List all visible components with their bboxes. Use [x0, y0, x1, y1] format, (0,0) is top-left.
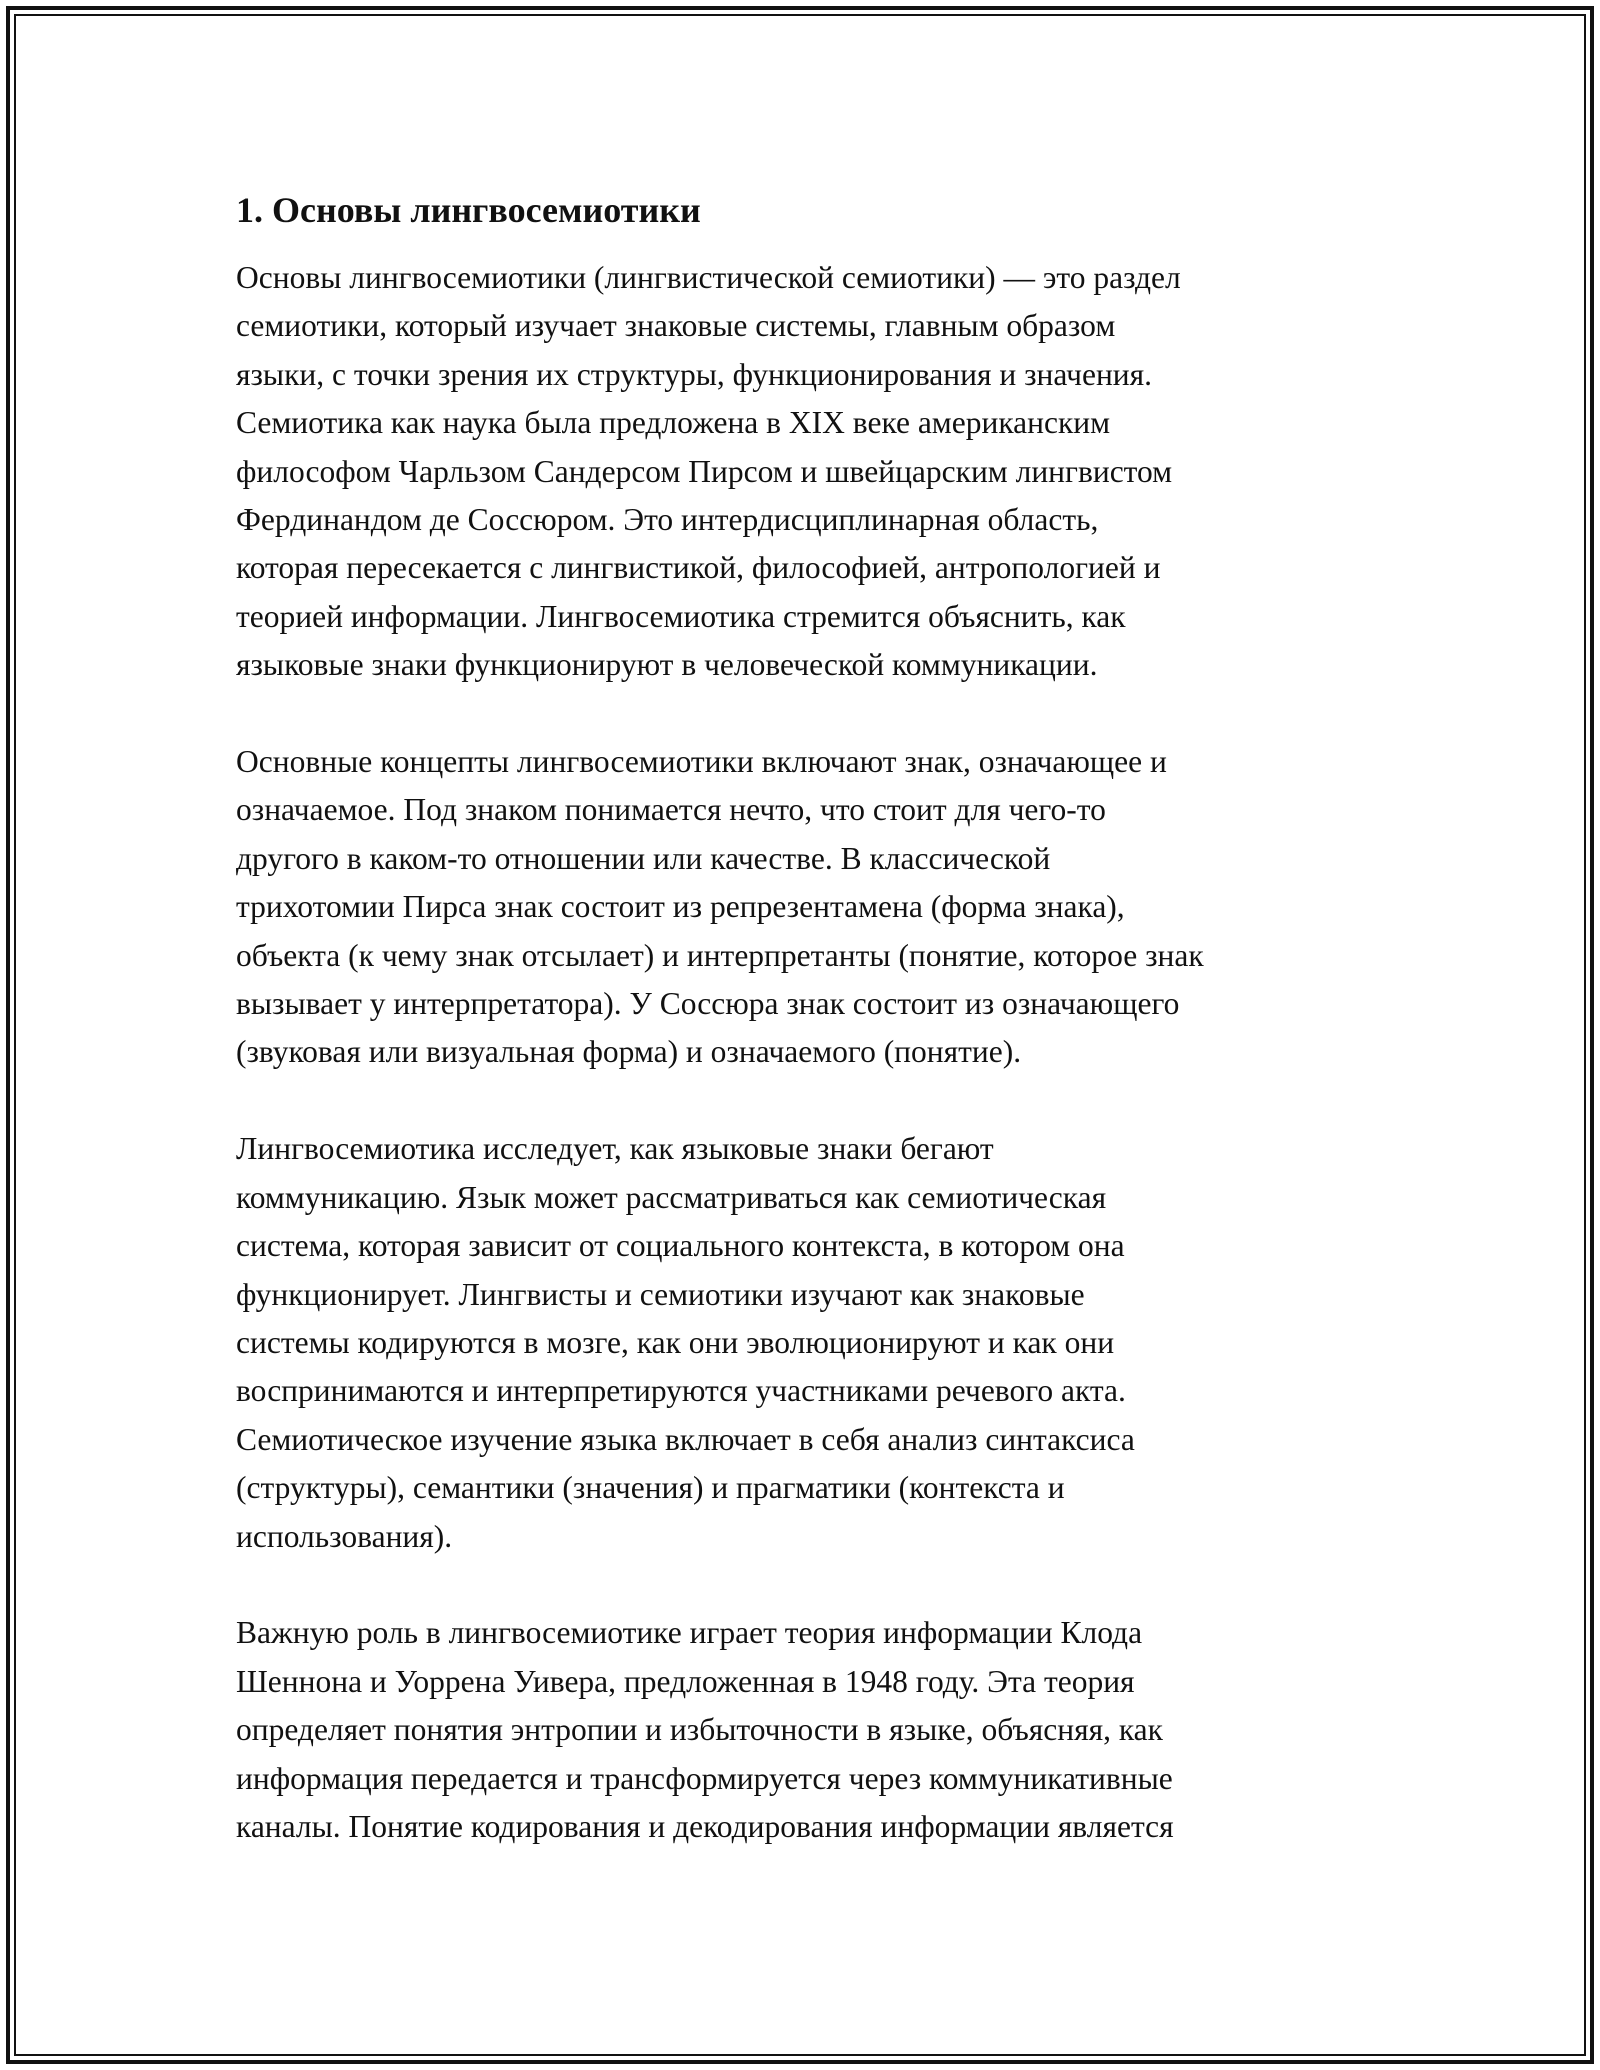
paragraph-information-theory: Важную роль в лингвосемиотике играет теория информации Клода Шеннона и Уоррена Уивера, предложенная в 1948 году. Эта теория определяет понятия энтропии и избыточности в языке, объясняя, как информация передается и трансформируется через коммуникативные каналы. Понятие кодирования и декодирования информации является: [236, 1615, 1174, 1844]
paragraph-intro: Основы лингвосемиотики (лингвистической семиотики) — это раздел семиотики, который изучает знаковые системы, главным образом языки, с точки зрения их структуры, функционирования и значения. Семиотика как наука была предложена в XIX веке американским философом Чарльзом Сандерсом Пирсом и швейцарским лингвистом Фердинандом де Соссюром. Это интердисциплинарная область, которая пересекается с лингвистикой, философией, антропологией и теорией информации. Лингвосемиотика стремится объяснить, как языковые знаки функционируют в человеческой коммуникации.: [236, 260, 1181, 683]
paragraph-communication: Лингвосемиотика исследует, как языковые знаки бегают коммуникацию. Язык может рассматриваться как семиотическая система, которая зависит от социального контекста, в котором она функционирует. Лингвисты и семиотики изучают как знаковые системы кодируются в мозге, как они эволюционируют и как они воспринимаются и интерпретируются участниками речевого акта. Семиотическое изучение языка включает в себя анализ синтаксиса (структуры), семантики (значения) и прагматики (контекста и использования).: [236, 1131, 1135, 1554]
paragraph-concepts: Основные концепты лингвосемиотики включают знак, означающее и означаемое. Под знаком понимается нечто, что стоит для чего-то другого в каком-то отношении или качестве. В классической трихотомии Пирса знак состоит из репрезентамена (форма знака), объекта (к чему знак отсылает) и интерпретанты (понятие, которое знак вызывает у интерпретатора). У Соссюра знак состоит из означающего (звуковая или визуальная форма) и означаемого (понятие).: [236, 744, 1204, 1070]
section-heading: 1. Основы лингвосемиотики: [236, 190, 701, 230]
document-body: [236, 186, 1376, 1851]
